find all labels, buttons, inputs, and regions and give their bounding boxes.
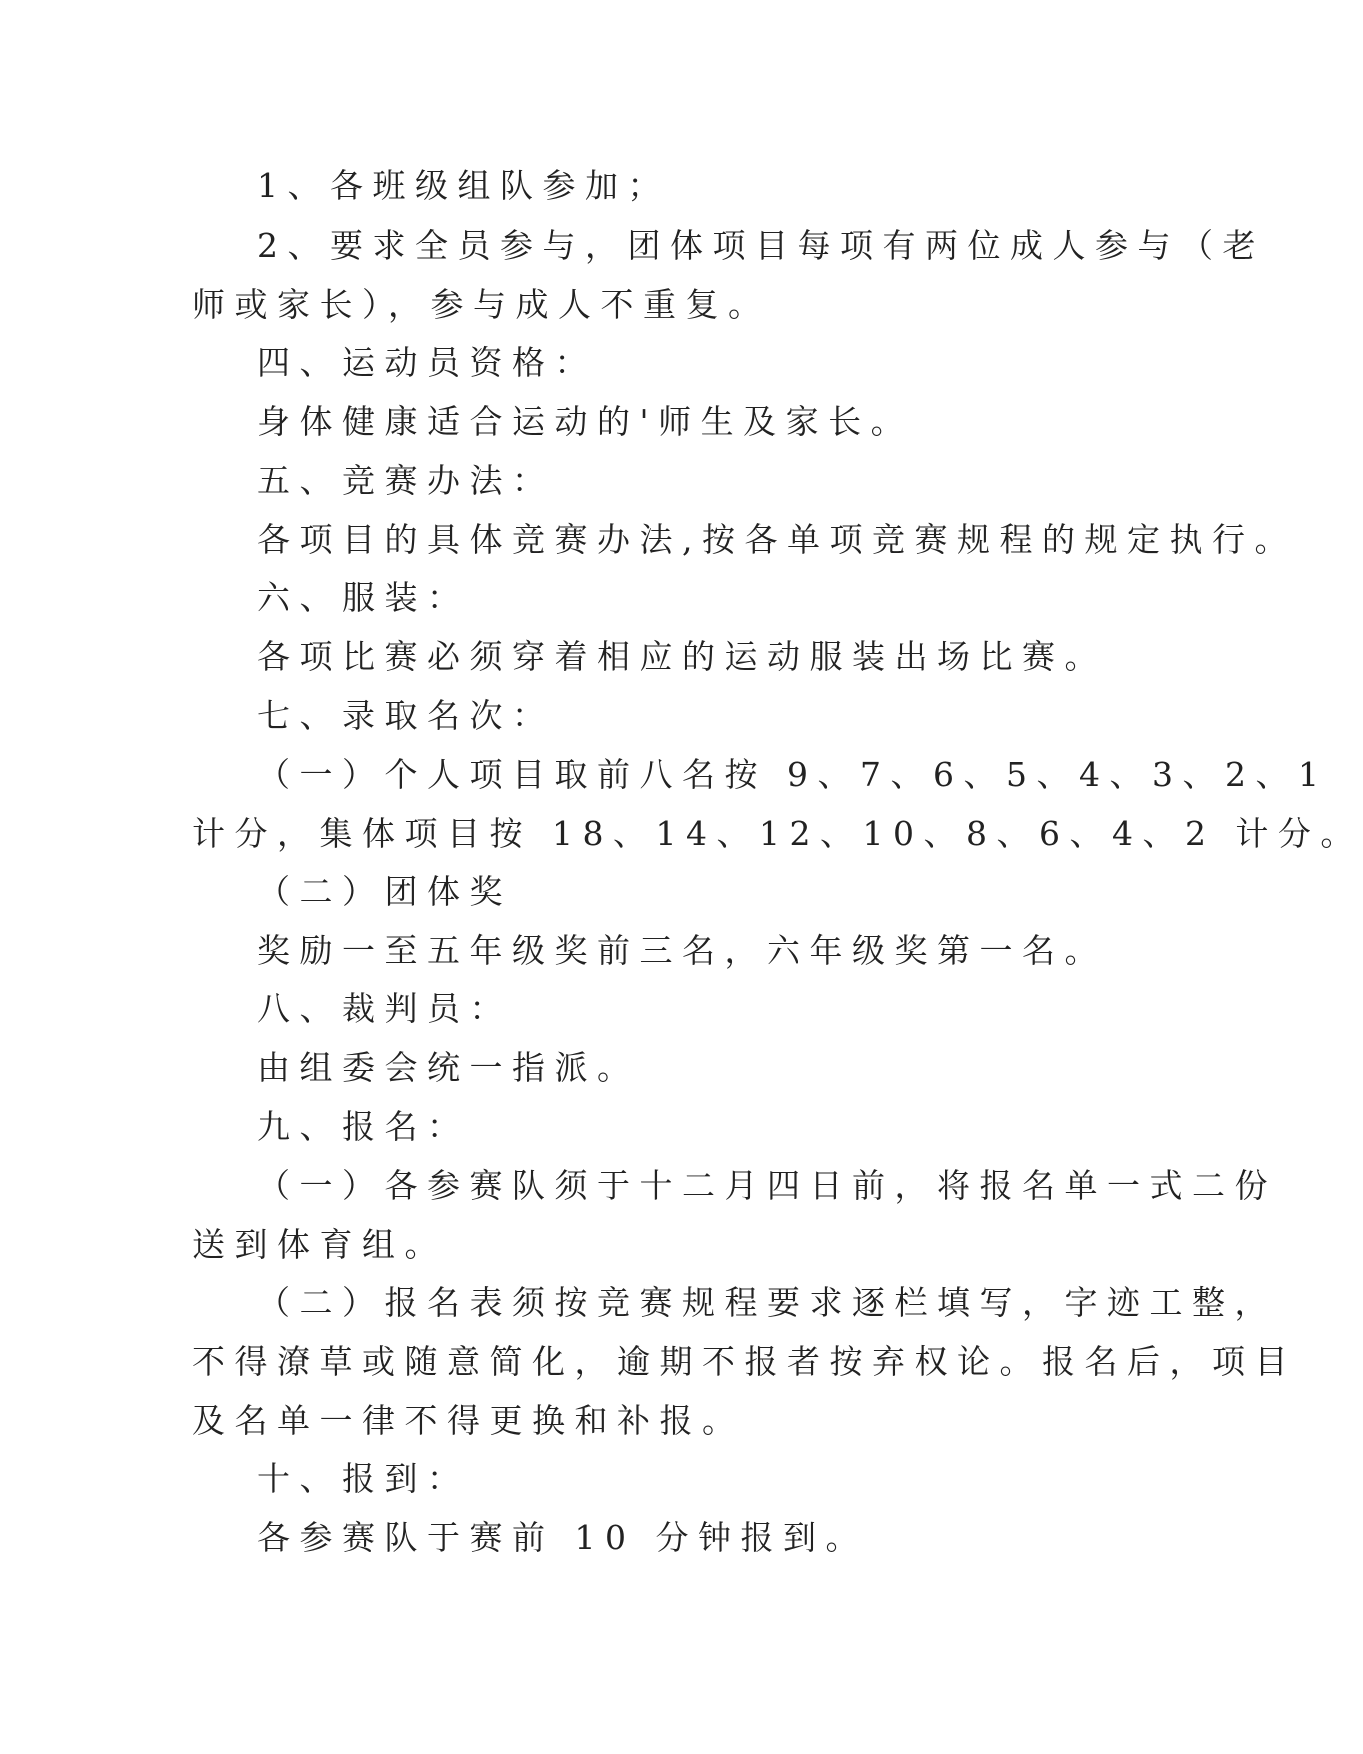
rankings-item-2-text: 奖励一至五年级奖前三名，六年级奖第一名。 xyxy=(257,931,1107,970)
item-1-teams: 1、各班级组队参加； xyxy=(257,166,670,205)
section-heading-registration: 九、报名： xyxy=(257,1107,470,1146)
section-heading-competition-method: 五、竞赛办法： xyxy=(257,461,555,500)
item-2-participation: 2、要求全员参与，团体项目每项有两位成人参与（老 xyxy=(257,226,1265,265)
registration-item-2-cont-1: 不得潦草或随意简化，逾期不报者按弃权论。报名后，项目 xyxy=(192,1342,1297,1381)
eligibility-text: 身体健康适合运动的'师生及家长。 xyxy=(257,402,914,441)
competition-method-text: 各项目的具体竞赛办法,按各单项竞赛规程的规定执行。 xyxy=(257,520,1297,559)
attire-text: 各项比赛必须穿着相应的运动服装出场比赛。 xyxy=(257,637,1107,676)
section-heading-eligibility: 四、运动员资格： xyxy=(257,343,597,382)
registration-item-2-cont-2: 及名单一律不得更换和补报。 xyxy=(192,1401,745,1440)
check-in-text: 各参赛队于赛前 10 分钟报到。 xyxy=(257,1518,868,1557)
section-heading-attire: 六、服装： xyxy=(257,578,470,617)
rankings-item-1: （一）个人项目取前八名按 9、7、6、5、4、3、2、1 xyxy=(257,755,1329,794)
registration-item-2: （二）报名表须按竞赛规程要求逐栏填写，字迹工整， xyxy=(257,1283,1277,1322)
registration-item-1-cont: 送到体育组。 xyxy=(192,1225,447,1264)
rankings-item-1-cont: 计分，集体项目按 18、14、12、10、8、6、4、2 计分。 xyxy=(192,814,1363,853)
registration-item-1: （一）各参赛队须于十二月四日前，将报名单一式二份 xyxy=(257,1166,1277,1205)
rankings-item-2: （二）团体奖 xyxy=(257,872,512,911)
section-heading-referees: 八、裁判员： xyxy=(257,989,512,1028)
item-2-participation-cont: 师或家长），参与成人不重复。 xyxy=(192,285,771,324)
section-heading-rankings: 七、录取名次： xyxy=(257,696,555,735)
referees-text: 由组委会统一指派。 xyxy=(257,1048,640,1087)
section-heading-check-in: 十、报到： xyxy=(257,1459,470,1498)
